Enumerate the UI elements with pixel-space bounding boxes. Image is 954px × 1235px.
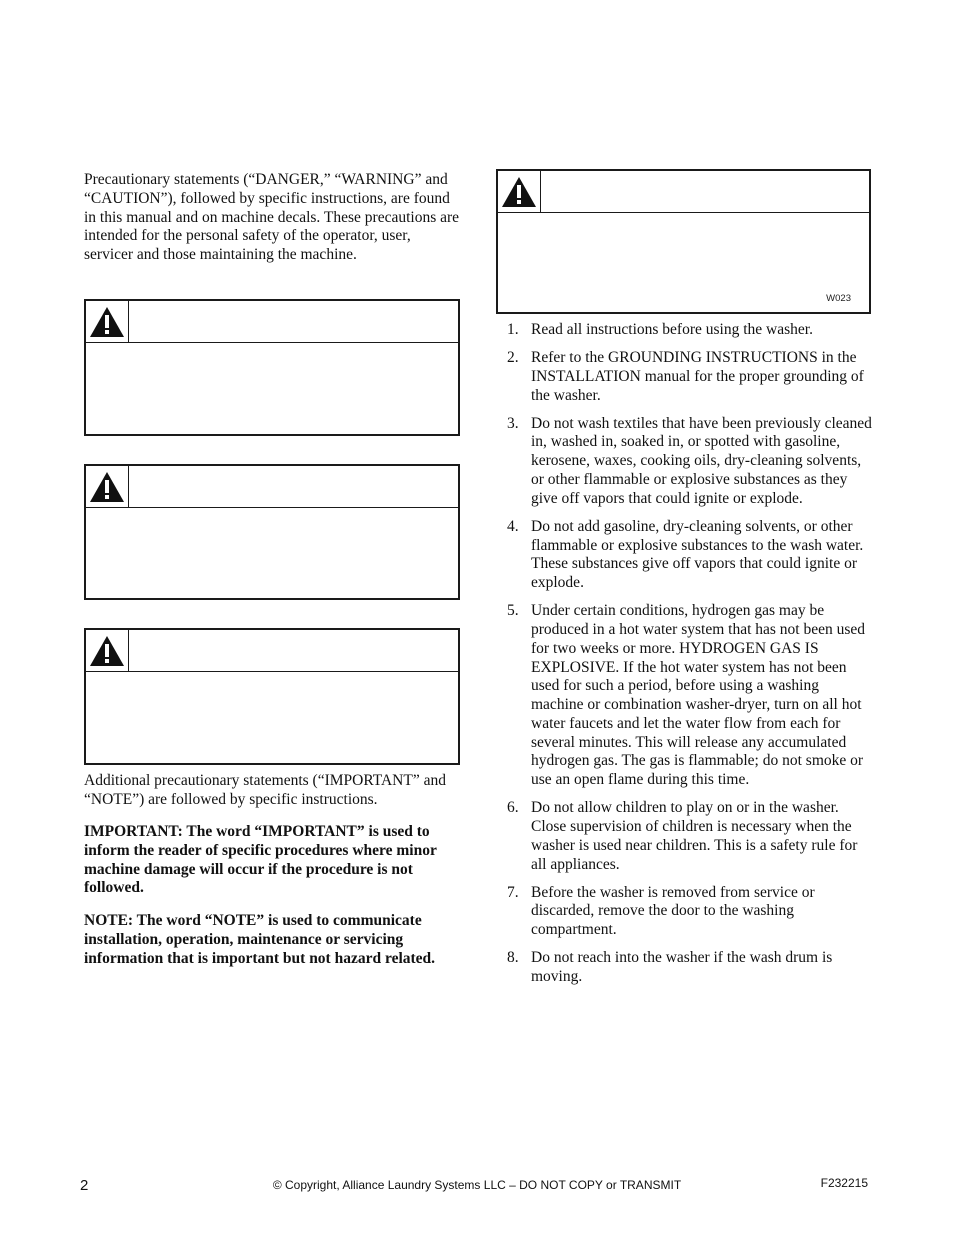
page-number: 2 [80,1177,89,1194]
list-item: 2. Refer to the GROUNDING INSTRUCTIONS in the INSTALLATION manual for the proper grounding of the washer. [507,348,864,404]
warning-triangle-icon [501,176,537,208]
list-item: 4. Do not add gasoline, dry-cleaning solvents, or other flammable or explosive substances to the wash water. These substances give off vapors that could ignite or explode. [507,517,864,592]
safety-instructions-list [502,321,872,996]
safety-warning-box [496,169,871,314]
copyright-notice: © Copyright, Alliance Laundry Systems LLC – DO NOT COPY or TRANSMIT [272,1178,682,1192]
list-item: 7. Before the washer is removed from service or discarded, remove the door to the washing compartment. [507,883,815,939]
caution-box [84,628,460,765]
list-item: 1. Read all instructions before using the washer. [507,321,813,338]
warning-triangle-icon [89,471,125,503]
caution-box-header [86,630,458,672]
list-item: 3. Do not wash textiles that have been previously cleaned in, washed in, soaked in, or spotted with gasoline, kerosene, waxes, cooking oils, dry-cleaning solvents, or other flammable or explosive substances as they give off vapors that could ignite or explode. [507,414,872,507]
additional-paragraph: Additional precautionary statements (“IMPORTANT” and “NOTE”) are followed by specific instructions. [84,772,446,808]
warning-code: W023 [826,293,851,304]
list-item: 5. Under certain conditions, hydrogen gas may be produced in a hot water system that has not been used for two weeks or more. HYDROGEN GAS IS EXPLOSIVE. If the hot water system has not been used for such a period, before using a washing machine or combination washer-dryer, turn on all hot water faucets and let the water flow from each for several minutes. This will release any accumulated hydrogen gas. The gas is flammable; do not smoke or use an open flame during this time. [507,602,866,789]
document-code: F232215 [820,1176,868,1190]
warning-box [84,464,460,600]
note-paragraph: NOTE: The word “NOTE” is used to communicate installation, operation, maintenance or servicing information that is important but not hazard related. [84,912,436,967]
safety-warning-box-header [498,171,869,213]
list-item: 8. Do not reach into the washer if the wash drum is moving. [507,949,833,986]
intro-paragraph: Precautionary statements (“DANGER,” “WARNING” and “CAUTION”), followed by specific instructions, are found in this manual and on machine decals. These precautions are intended for the personal safety of the operator, user, servicer and those maintaining the machine. [84,171,460,264]
warning-box-header [86,466,458,508]
list-item: 6. Do not allow children to play on or in the washer. Close supervision of children is necessary when the washer is used near children. This is a safety rule for all appliances. [507,799,858,873]
warning-triangle-icon [89,635,125,667]
danger-box [84,299,460,436]
danger-box-header [86,301,458,343]
important-paragraph: IMPORTANT: The word “IMPORTANT” is used to inform the reader of specific procedures where minor machine damage will occur if the procedure is not followed. [84,823,437,897]
warning-triangle-icon [89,306,125,338]
